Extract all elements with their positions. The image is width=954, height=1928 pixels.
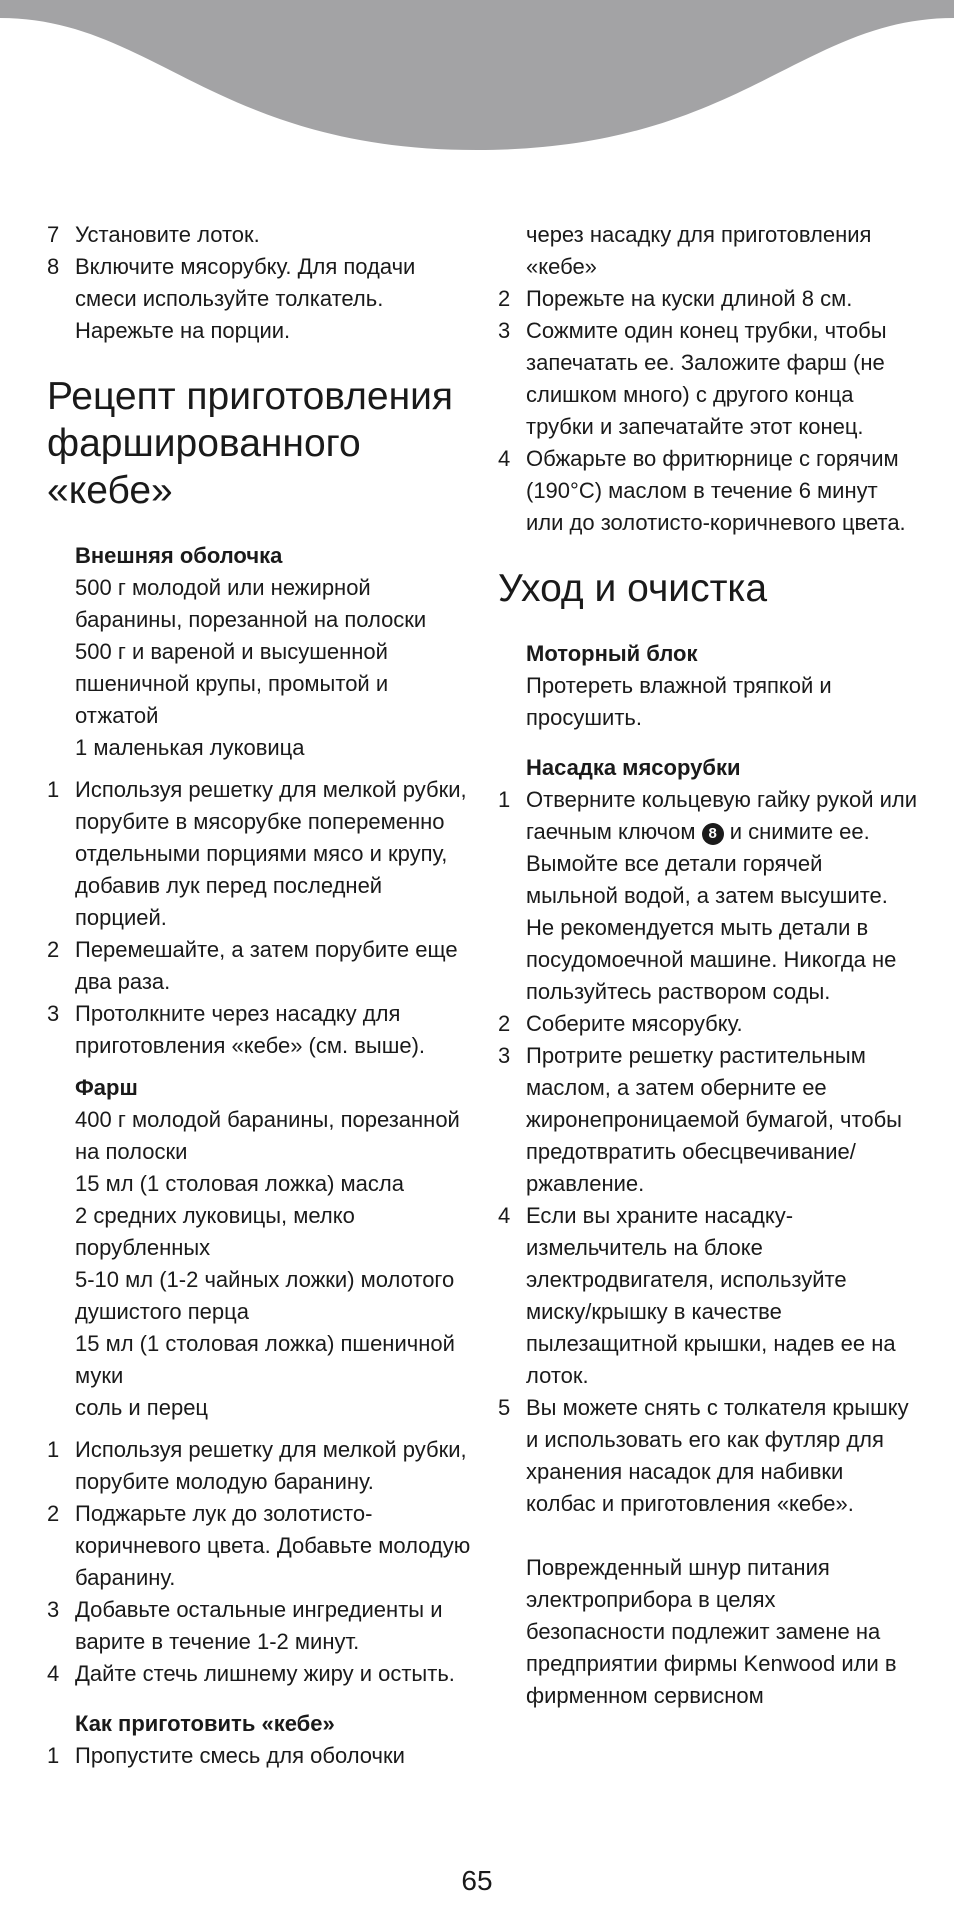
list-text: Протолкните через насадку для приготовления «кебе» (см. выше). [75,1001,426,1058]
list-number: 2 [498,1011,511,1036]
list-item [47,774,472,934]
list-item [498,1392,918,1520]
how-to-heading: Как приготовить «кебе» [75,1711,335,1736]
page-number: 65 [461,1865,493,1896]
list-text: Сожмите один конец трубки, чтобы запечатать ее. Заложите фарш (не слишком много) с другого конца трубки и запечатайте этот конец. [526,318,887,439]
list-number: 3 [47,1597,60,1622]
list-item [47,1434,472,1498]
recipe-title [47,373,472,514]
list-number: 3 [498,318,511,343]
list-item [47,1594,472,1658]
list-item [47,1740,472,1772]
list-text: Вы можете снять с толкателя крышку и использовать его как футляр для хранения насадок для набивки колбас и приготовления «кебе». [526,1395,909,1516]
continued-text: через насадку для приготовления «кебе» [526,222,872,279]
list-item [498,784,918,1008]
list-item [498,283,918,315]
list-number: 8 [47,254,60,279]
list-number: 5 [498,1395,511,1420]
ingredient-line: 500 г молодой или нежирной баранины, порезанной на полоски [75,575,427,632]
mincer-heading: Насадка мясорубки [526,755,741,780]
ingredient-line: 5-10 мл (1-2 чайных ложки) молотого душистого перца [75,1267,455,1324]
step-text-before: Отверните кольцевую гайку рукой или гаечным ключом [526,787,918,844]
ingredient-line: 1 маленькая луковица [75,735,305,760]
list-item [47,1658,472,1690]
step-text-after: и снимите ее. Вымойте все детали горячей мыльной водой, а затем высушите. Не рекомендуется мыть детали в посудомоечной машине. Никогда не пользуйтесь раствором соды. [526,819,897,1004]
list-text: Если вы храните насадку-измельчитель на блоке электродвигателя, используйте миску/крышку в качестве пылезащитной крышки, надев ее на лоток. [526,1203,896,1388]
list-number: 4 [498,446,511,471]
list-item [47,998,472,1062]
list-number: 2 [47,1501,60,1526]
list-item [47,219,472,251]
motor-text: Протереть влажной тряпкой и просушить. [526,673,832,730]
list-number: 1 [47,1437,60,1462]
filling-heading: Фарш [75,1075,138,1100]
header-wave [0,0,954,150]
list-text: Порежьте на куски длиной 8 см. [526,286,853,311]
motor-heading: Моторный блок [526,641,698,666]
ingredient-line: 15 мл (1 столовая ложка) масла [75,1171,404,1196]
list-text: Используя решетку для мелкой рубки, порубите молодую баранину. [75,1437,467,1494]
list-item [498,1008,918,1040]
ingredient-line: 15 мл (1 столовая ложка) пшеничной муки [75,1331,455,1388]
list-text: Обжарьте во фритюрнице с горячим (190°C) маслом в течение 6 минут или до золотисто-коричневого цвета. [526,446,906,535]
list-text: Добавьте остальные ингредиенты и варите в течение 1-2 минут. [75,1597,443,1654]
ingredient-line: 2 средних луковицы, мелко порубленных [75,1203,355,1260]
header-band [0,0,954,160]
list-number: 4 [47,1661,60,1686]
care-title [498,565,918,612]
list-number: 1 [47,1743,60,1768]
list-number: 2 [498,286,511,311]
list-text: Протрите решетку растительным маслом, а затем оберните ее жиронепроницаемой бумагой, чтобы предотвратить обесцвечивание/ржавление. [526,1043,902,1196]
list-item [498,1040,918,1200]
ingredient-line: соль и перец [75,1395,209,1420]
list-text: Включите мясорубку. Для подачи смеси используйте толкатель. Нарежьте на порции. [75,254,416,343]
recipe-title-line: «кебе» [47,469,173,512]
ingredient-line: 400 г молодой баранины, порезанной на полоски [75,1107,460,1164]
recipe-title-line: фаршированного [47,422,361,465]
right-column [498,219,918,1712]
care-title-line: Уход и очистка [498,567,768,610]
notice-text: Поврежденный шнур питания электроприбора в целях безопасности подлежит замене на предприятии фирмы Kenwood или в фирменном сервисном [526,1555,897,1708]
list-item [498,1200,918,1392]
list-number: 1 [498,787,511,812]
list-text: Пропустите смесь для оболочки [75,1743,405,1768]
list-text: Установите лоток. [75,222,260,247]
list-text: Используя решетку для мелкой рубки, порубите в мясорубке попеременно отдельными порциями мясо и крупу, добавив лук перед последней порцией. [75,777,467,930]
list-text: Дайте стечь лишнему жиру и остыть. [75,1661,455,1686]
list-item [47,934,472,998]
ingredient-line: 500 г и вареной и высушенной пшеничной крупы, промытой и отжатой [75,639,389,728]
list-item [47,1498,472,1594]
list-item [498,443,918,539]
list-item [498,315,918,443]
list-text [526,784,918,1008]
list-item [47,251,472,347]
list-number: 4 [498,1203,511,1228]
list-number: 3 [47,1001,60,1026]
list-text: Поджарьте лук до золотисто-коричневого цвета. Добавьте молодую баранину. [75,1501,471,1590]
list-text: Перемешайте, а затем порубите еще два раза. [75,937,458,994]
left-column [47,219,472,1772]
list-number: 1 [47,777,60,802]
list-number: 2 [47,937,60,962]
recipe-title-line: Рецепт приготовления [47,375,454,418]
shell-heading: Внешняя оболочка [75,543,283,568]
list-text: Соберите мясорубку. [526,1011,743,1036]
list-number: 7 [47,222,60,247]
figure-reference-badge: 8 [702,823,724,845]
list-number: 3 [498,1043,511,1068]
